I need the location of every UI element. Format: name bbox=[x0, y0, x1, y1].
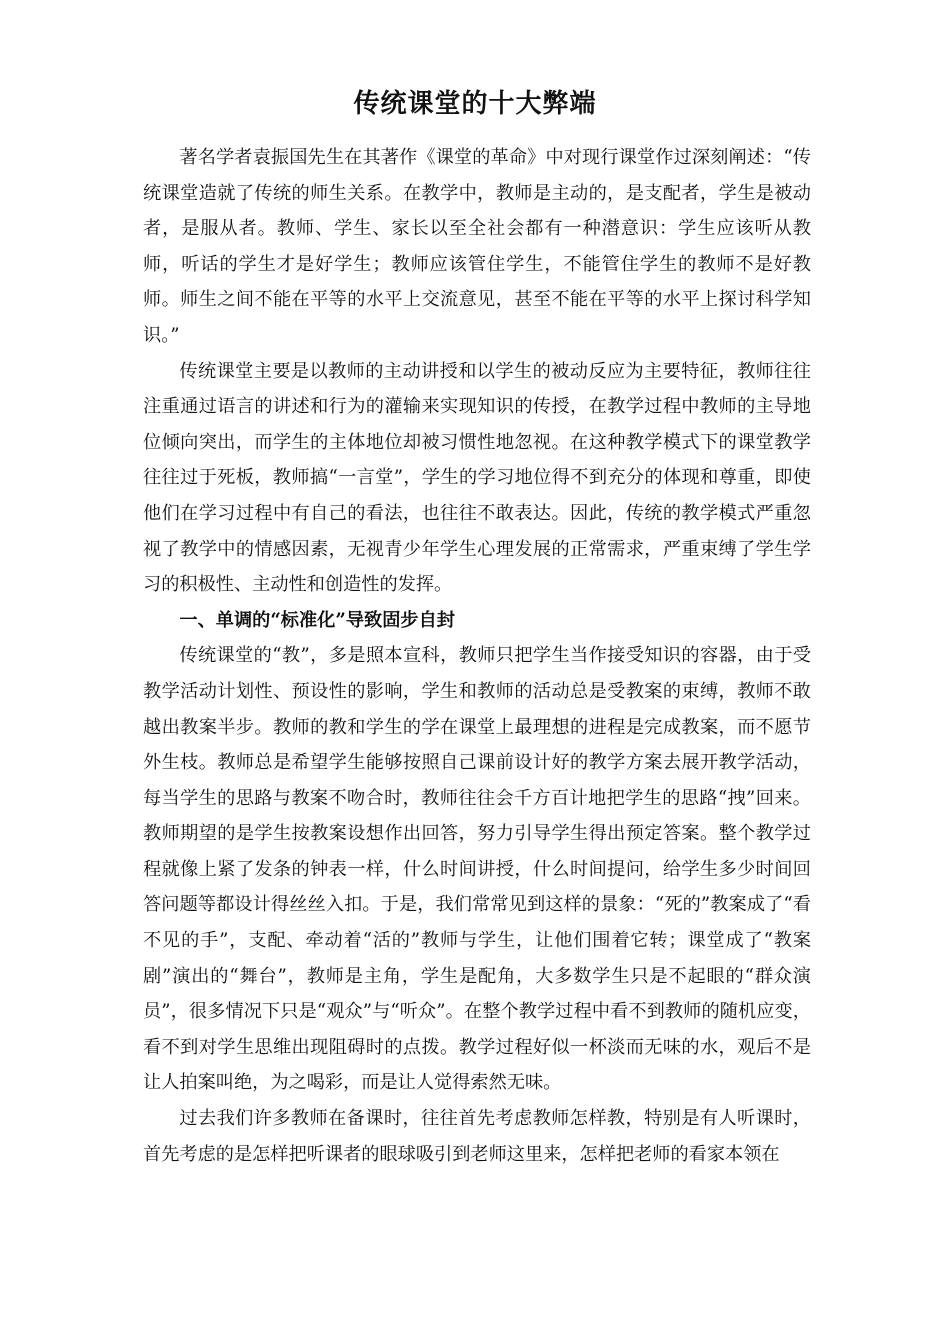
paragraph-traditional-classroom: 传统课堂主要是以教师的主动讲授和以学生的被动反应为主要特征，教师往往注重通过语言的讲述和行为的灌输来实现知识的传授，在教学过程中教师的主导地位倾向突出，而学生的主体地位却被习惯性地忽视。在这种教学模式下的课堂教学往往过于死板，教师搞“一言堂”，学生的学习地位得不到充分的体现和尊重，即使他们在学习过程中有自己的看法，也往往不敢表达。因此，传统的教学模式严重忽视了教学中的情感因素，无视青少年学生心理发展的正常需求，严重束缚了学生学习的积极性、主动性和创造性的发挥。 bbox=[143, 360, 811, 596]
section-heading: 一、单调的“标准化”导致固步自封 bbox=[179, 609, 455, 631]
document-body bbox=[143, 140, 811, 1172]
paragraph-lesson-preparation: 过去我们许多教师在备课时，往往首先考虑教师怎样教，特别是有人听课时，首先考虑的是怎样把听课者的眼球吸引到老师这里来，怎样把老师的看家本领在 bbox=[143, 1108, 811, 1165]
paragraph-standardization: 传统课堂的“教”，多是照本宣科，教师只把学生当作接受知识的容器，由于受教学活动计划性、预设性的影响，学生和教师的活动总是受教案的束缚，教师不敢越出教案半步。教师的教和学生的学在课堂上最理想的进程是完成教案，而不愿节外生枝。教师总是希望学生能够按照自己课前设计好的教学方案去展开教学活动，每当学生的思路与教案不吻合时，教师往往会千方百计地把学生的思路“拽”回来。教师期望的是学生按教案设想作出回答，努力引导学生得出预定答案。整个教学过程就像上紧了发条的钟表一样，什么时间讲授，什么时间提问，给学生多少时间回答问题等都设计得丝丝入扣。于是，我们常常见到这样的景象：“死的”教案成了“看不见的手”，支配、牵动着“活的”教师与学生，让他们围着它转；课堂成了“教案剧”演出的“舞台”，教师是主角，学生是配角，大多数学生只是不起眼的“群众演员”，很多情况下只是“观众”与“听众”。在整个教学过程中看不到教师的随机应变，看不到对学生思维出现阻碍时的点拨。教学过程好似一杯淡而无味的水，观后不是让人拍案叫绝，为之喝彩，而是让人觉得索然无味。 bbox=[143, 645, 811, 1094]
document-title: 传统课堂的十大弊端 bbox=[353, 89, 597, 119]
paragraph-intro-quote: 著名学者袁振国先生在其著作《课堂的革命》中对现行课堂作过深刻阐述：“传统课堂造就了传统的师生关系。在教学中，教师是主动的，是支配者，学生是被动者，是服从者。教师、学生、家长以至全社会都有一种潜意识：学生应该听从教师，听话的学生才是好学生；教师应该管住学生，不能管住学生的教师不是好教师。师生之间不能在平等的水平上交流意见，甚至不能在平等的水平上探讨科学知识。” bbox=[143, 147, 811, 346]
